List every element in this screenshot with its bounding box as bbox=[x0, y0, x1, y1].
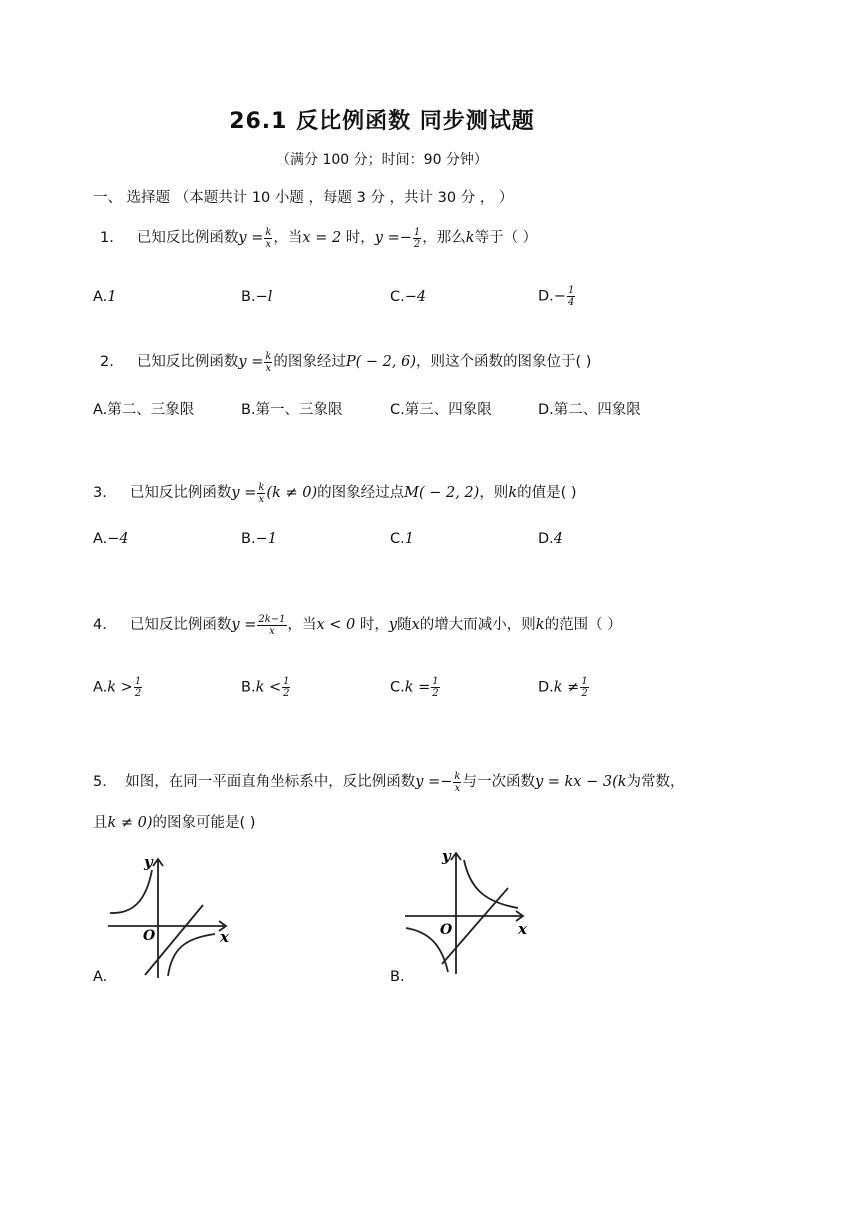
math-expression: y = bbox=[238, 230, 264, 246]
option-b[interactable] bbox=[241, 289, 272, 305]
question-number: 2. bbox=[100, 354, 114, 370]
option-label: D. bbox=[538, 531, 554, 547]
option-label: B. bbox=[241, 679, 256, 696]
question-2 bbox=[100, 350, 591, 374]
option-value: − bbox=[553, 288, 566, 305]
fraction-numerator: k bbox=[265, 226, 272, 238]
math-expression: k bbox=[508, 485, 518, 501]
option-label: C. bbox=[390, 289, 405, 305]
fraction-denominator: 2 bbox=[581, 688, 588, 699]
fraction-denominator: 2 bbox=[432, 688, 439, 699]
hyperbola-branch-q1 bbox=[464, 860, 518, 908]
fraction-denominator: x bbox=[258, 493, 265, 505]
math-expression: k bbox=[465, 230, 475, 246]
y-axis-label: y bbox=[144, 853, 153, 871]
fraction-numerator: 2k−1 bbox=[258, 613, 286, 625]
origin-label: O bbox=[143, 928, 156, 944]
question-text: 为常数， bbox=[626, 774, 685, 790]
option-value: 4 bbox=[553, 531, 564, 547]
math-expression: y =− bbox=[374, 230, 412, 246]
fraction-denominator: x bbox=[265, 238, 272, 250]
option-value: −4 bbox=[107, 531, 129, 547]
fraction bbox=[282, 676, 290, 699]
fraction-denominator: x bbox=[269, 625, 275, 637]
option-value: k < bbox=[255, 679, 282, 696]
math-expression: y = bbox=[231, 485, 257, 501]
question-text: 已知反比例函数 bbox=[129, 485, 232, 501]
question-text: ，当 bbox=[273, 230, 303, 246]
option-d[interactable] bbox=[538, 285, 576, 308]
fraction bbox=[264, 227, 272, 250]
fraction-denominator: 2 bbox=[413, 238, 421, 250]
fraction bbox=[567, 285, 575, 308]
math-expression: P( − 2, 6) bbox=[345, 354, 417, 370]
fraction bbox=[580, 676, 588, 699]
section-heading: 一、 选择题 （本题共计 10 小题 ，每题 3 分 ，共计 30 分 ， ） bbox=[93, 190, 514, 206]
option-a[interactable]: A.第二、三象限 bbox=[93, 402, 195, 418]
fraction-denominator: x bbox=[265, 362, 272, 374]
question-text: 的范围（ ） bbox=[544, 617, 622, 633]
question-text: ，那么 bbox=[422, 230, 466, 246]
option-label: D. bbox=[538, 679, 554, 696]
fraction-denominator: 2 bbox=[283, 688, 290, 699]
question-3 bbox=[93, 481, 577, 505]
option-value: −4 bbox=[404, 289, 427, 305]
origin-label: O bbox=[440, 922, 453, 938]
option-b[interactable]: B.第一、三象限 bbox=[241, 402, 343, 418]
question-text: 如图，在同一平面直角坐标系中，反比例函数 bbox=[125, 774, 416, 790]
question-text: 已知反比例函数 bbox=[136, 230, 239, 246]
fraction-denominator: x bbox=[454, 782, 461, 794]
option-a[interactable] bbox=[93, 531, 129, 547]
option-label: C. bbox=[390, 679, 405, 696]
question-text: 已知反比例函数 bbox=[129, 617, 232, 633]
option-a[interactable] bbox=[93, 676, 143, 699]
fraction-numerator: 1 bbox=[432, 676, 439, 687]
fraction bbox=[413, 227, 421, 250]
question-text: ，则 bbox=[479, 485, 509, 501]
option-c[interactable] bbox=[390, 676, 441, 699]
option-value: k = bbox=[404, 679, 431, 696]
fraction bbox=[453, 771, 461, 794]
question-text: 且 bbox=[93, 815, 108, 831]
fraction-denominator: 2 bbox=[134, 688, 142, 699]
math-expression: x < 0 bbox=[316, 617, 356, 633]
x-axis-label: x bbox=[518, 920, 527, 938]
option-value: −1 bbox=[255, 531, 277, 547]
question-text: 的图象可能是( ) bbox=[152, 815, 256, 831]
option-d[interactable] bbox=[538, 531, 563, 547]
math-expression: k bbox=[535, 617, 545, 633]
fraction-numerator: k bbox=[454, 770, 461, 782]
question-text: 时， bbox=[355, 617, 389, 633]
option-label: A. bbox=[93, 289, 108, 305]
fraction-numerator: 1 bbox=[567, 285, 575, 296]
question-text: 已知反比例函数 bbox=[136, 354, 239, 370]
option-label: A. bbox=[93, 679, 108, 696]
question-text: ，则这个函数的图象位于( ) bbox=[416, 354, 592, 370]
graph-option-b bbox=[400, 846, 535, 981]
math-expression: k ≠ 0) bbox=[107, 815, 153, 831]
question-1 bbox=[100, 226, 537, 250]
option-value: k ≠ bbox=[553, 679, 580, 696]
option-b[interactable]: B. bbox=[390, 969, 405, 985]
hyperbola-branch-q4 bbox=[168, 934, 215, 976]
page-title: 26.1 反比例函数 同步测试题 bbox=[229, 109, 535, 134]
option-b[interactable] bbox=[241, 676, 291, 699]
question-number: 3. bbox=[93, 485, 107, 501]
question-number: 5. bbox=[93, 774, 107, 790]
fraction-numerator: 1 bbox=[283, 676, 290, 687]
option-value: 1 bbox=[404, 531, 414, 547]
option-d[interactable]: D.第二、四象限 bbox=[538, 402, 641, 418]
option-label: A. bbox=[93, 531, 108, 547]
option-c[interactable]: C.第三、四象限 bbox=[390, 402, 492, 418]
fraction bbox=[257, 614, 286, 637]
math-expression: x bbox=[411, 617, 420, 633]
math-expression: y = kx − 3(k bbox=[534, 774, 627, 790]
math-expression: y =− bbox=[415, 774, 453, 790]
fraction bbox=[257, 482, 265, 505]
question-text: 的图象经过点 bbox=[317, 485, 405, 501]
y-axis-label: y bbox=[442, 847, 451, 865]
fraction-numerator: 1 bbox=[134, 676, 142, 687]
fraction-numerator: k bbox=[258, 481, 265, 493]
question-number: 4. bbox=[93, 617, 107, 633]
question-text: 时， bbox=[341, 230, 375, 246]
question-5-line-2 bbox=[93, 811, 255, 832]
question-text: 与一次函数 bbox=[462, 774, 535, 790]
option-label: B. bbox=[241, 289, 256, 305]
math-expression: M( − 2, 2) bbox=[404, 485, 480, 501]
math-expression: y = bbox=[231, 617, 257, 633]
question-4 bbox=[93, 613, 622, 637]
math-expression: (k ≠ 0) bbox=[266, 485, 318, 501]
option-a[interactable] bbox=[93, 289, 117, 305]
option-c[interactable] bbox=[390, 531, 414, 547]
question-text: 等于（ ） bbox=[474, 230, 538, 246]
fraction bbox=[134, 676, 142, 699]
math-expression: y bbox=[388, 617, 398, 633]
question-text: 的值是( ) bbox=[517, 485, 577, 501]
option-b[interactable] bbox=[241, 531, 277, 547]
math-expression: x = 2 bbox=[302, 230, 342, 246]
fraction bbox=[264, 351, 272, 374]
fraction-numerator: 1 bbox=[413, 226, 421, 238]
option-value: k > bbox=[107, 679, 133, 696]
hyperbola-branch-q2 bbox=[110, 870, 152, 913]
math-expression: y = bbox=[238, 354, 264, 370]
x-axis-label: x bbox=[220, 928, 229, 946]
question-text: ，当 bbox=[287, 617, 317, 633]
graph-option-a bbox=[100, 850, 235, 985]
option-value: 1 bbox=[107, 289, 117, 305]
option-label: B. bbox=[241, 531, 256, 547]
page-subtitle: （满分 100 分；时间：90 分钟） bbox=[276, 152, 488, 168]
question-text: 随 bbox=[397, 617, 412, 633]
question-5 bbox=[93, 770, 685, 794]
question-number: 1. bbox=[100, 230, 114, 246]
fraction-denominator: 4 bbox=[567, 297, 575, 308]
option-c[interactable] bbox=[390, 289, 426, 305]
option-value: −l bbox=[255, 289, 273, 305]
question-text: 的图象经过 bbox=[273, 354, 346, 370]
question-text: 的增大而减小，则 bbox=[419, 617, 536, 633]
option-d[interactable] bbox=[538, 676, 590, 699]
fraction bbox=[431, 676, 439, 699]
fraction-numerator: k bbox=[265, 350, 272, 362]
option-a[interactable]: A. bbox=[93, 969, 108, 985]
option-label: C. bbox=[390, 531, 405, 547]
fraction-numerator: 1 bbox=[581, 676, 588, 687]
option-label: D. bbox=[538, 288, 554, 305]
